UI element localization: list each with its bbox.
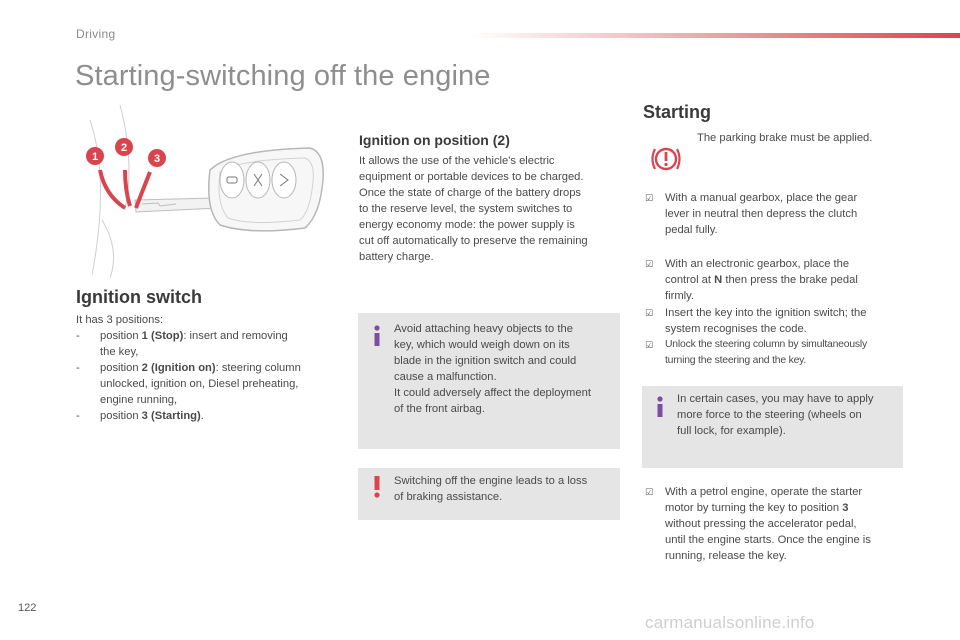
warning-icon — [372, 476, 382, 498]
info-box-key-weight: Avoid attaching heavy objects to the key, which would weigh down on its blade in the ignition switch and could cause a malfunction. It could adversely affect the deployment of the front airbag. — [358, 313, 620, 449]
info-box-steering-force: In certain cases, you may have to apply more force to the steering (wheels on full lock, for example). — [642, 386, 903, 468]
parking-brake-warning-icon — [649, 145, 683, 173]
ignition-intro: It has 3 positions: — [76, 314, 164, 326]
ignition-on-text: It allows the use of the vehicle's electric equipment or portable devices to be charged. Once the state of charge of the battery drops to the reserve level, the system switches to energy economy mode: the power supply is cut off automatically to preserve the remaining battery charge. — [359, 155, 588, 263]
step-petrol-engine: ☑ With a petrol engine, operate the starter motor by turning the key to position 3 without pressing the accelerator pedal, until the engine starts. Once the engine is running, release the key. — [645, 486, 871, 562]
key-drawing — [80, 100, 335, 280]
info-icon — [372, 325, 382, 347]
info-icon — [655, 396, 665, 418]
page-number: 122 — [18, 602, 37, 614]
parking-brake-note: The parking brake must be applied. — [697, 132, 873, 144]
checkbox-icon: ☑ — [645, 487, 654, 497]
callout-2: 2 — [120, 142, 128, 154]
ignition-on-heading: Ignition on position (2) — [359, 132, 510, 148]
checkbox-icon: ☑ — [645, 340, 653, 350]
ignition-key-illustration — [80, 100, 335, 280]
page-title: Starting-switching off the engine — [75, 60, 491, 92]
checkbox-icon: ☑ — [645, 259, 654, 269]
step-electronic-gearbox: ☑ With an electronic gearbox, place the control at N then press the brake pedal firmly. — [645, 258, 858, 302]
checkbox-icon: ☑ — [645, 193, 654, 203]
step-unlock-steering: ☑ Unlock the steering column by simultaneously turning the steering and the key. — [645, 339, 868, 366]
step-insert-key: ☑ Insert the key into the ignition switch; the system recognises the code. — [645, 307, 867, 335]
ignition-switch-heading: Ignition switch — [76, 287, 202, 307]
list-item: - position 3 (Starting). — [76, 410, 204, 422]
checkbox-icon: ☑ — [645, 308, 654, 318]
watermark: carmanualsonline.info — [645, 613, 815, 632]
list-item: - position 2 (Ignition on): steering column unlocked, ignition on, Diesel preheating, engine running, — [76, 362, 301, 406]
callout-1: 1 — [91, 151, 99, 163]
callout-3: 3 — [153, 153, 161, 165]
list-item: - position 1 (Stop): insert and removing the key, — [76, 330, 288, 358]
warning-box-braking: Switching off the engine leads to a loss of braking assistance. — [358, 468, 620, 520]
section-label: Driving — [76, 27, 116, 41]
step-manual-gearbox: ☑ With a manual gearbox, place the gear lever in neutral then depress the clutch pedal fully. — [645, 192, 858, 236]
ignition-positions — [76, 312, 336, 424]
header-accent-bar — [470, 33, 960, 38]
starting-heading: Starting — [643, 102, 712, 122]
